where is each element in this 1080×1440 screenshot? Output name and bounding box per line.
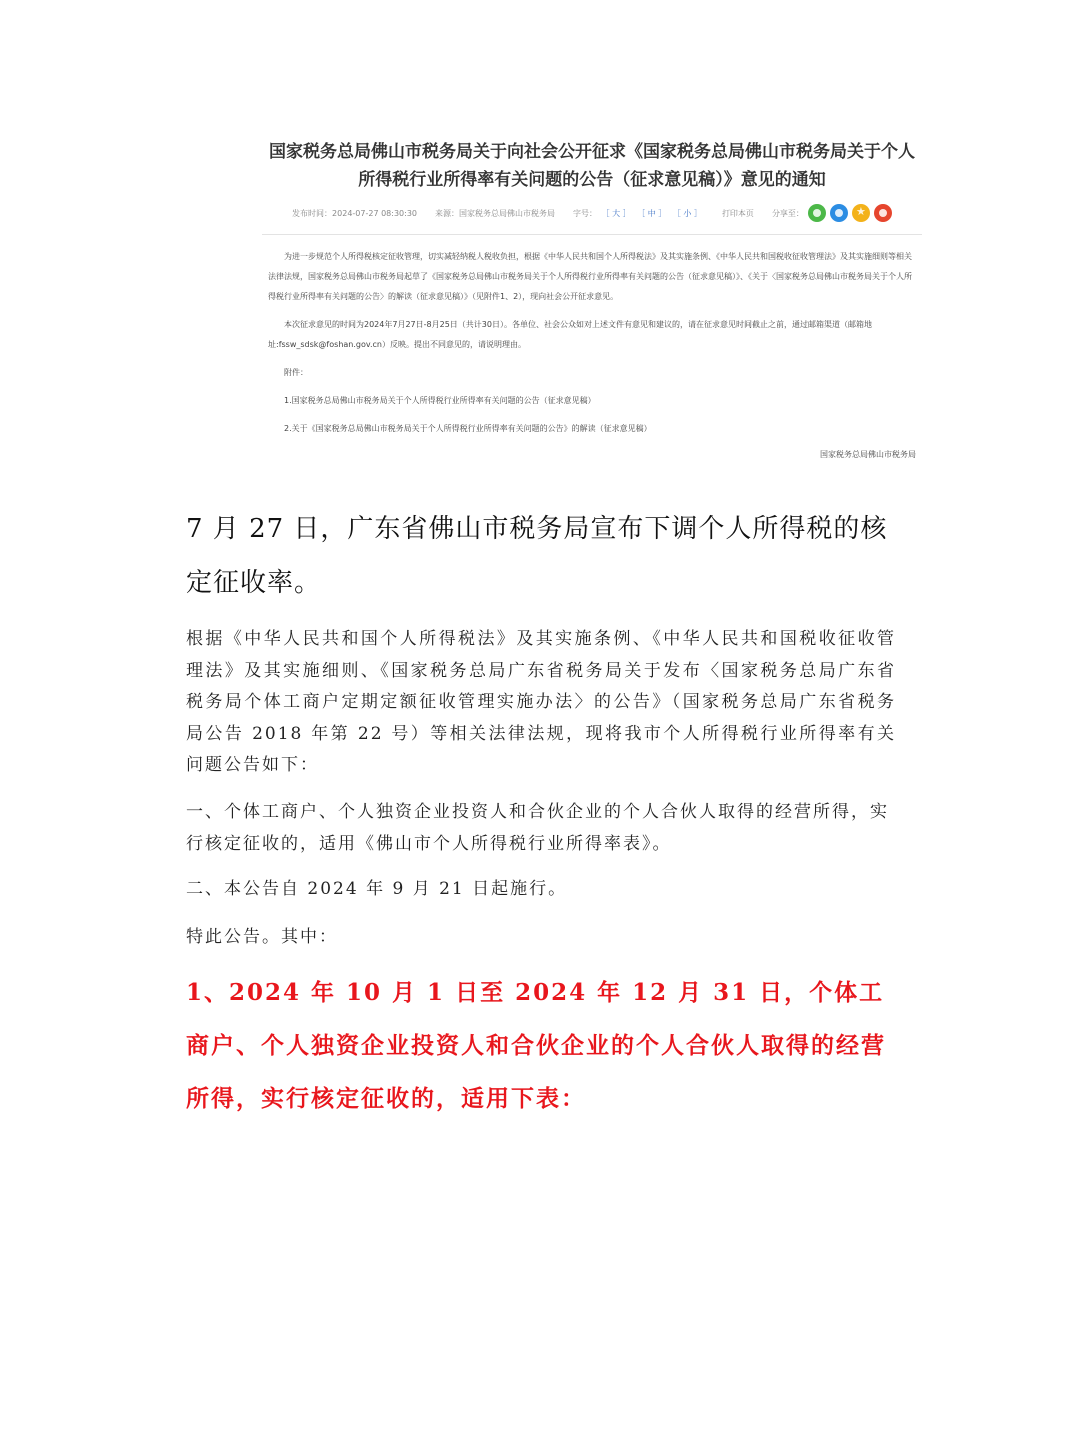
qq-icon[interactable] — [830, 204, 848, 222]
share-bar — [772, 204, 892, 222]
font-size-control — [573, 208, 704, 219]
notice-paragraph-2: 本次征求意见的时间为2024年7月27日-8月25日（共计30日）。各单位、社会公众如对上述文件有意见和建议的，请在征求意见时间截止之前，通过邮箱渠道（邮箱地址:fssw_sdsk@foshan.gov.cn）反映。提出不同意见的，请说明理由。 — [268, 320, 872, 349]
notice-screenshot — [262, 138, 922, 465]
article-headline: 7 月 27 日，广东省佛山市税务局宣布下调个人所得税的核定征收率。 — [186, 514, 888, 598]
notice-body — [262, 234, 922, 465]
source: 来源：国家税务总局佛山市税务局 — [435, 208, 556, 218]
article-paragraph-4: 特此公告。其中： — [186, 927, 338, 947]
article-paragraph-2: 一、个体工商户、个人独资企业投资人和合伙企业的个人合伙人取得的经营所得，实行核定征收的，适用《佛山市个人所得税行业所得率表》。 — [186, 802, 889, 854]
wechat-icon[interactable] — [808, 204, 826, 222]
share-label: 分享至： — [771, 208, 804, 218]
article-paragraph-3: 二、本公告自 2024 年 9 月 21 日起施行。 — [186, 879, 568, 899]
weibo-icon[interactable] — [874, 204, 892, 222]
print-link[interactable]: 打印本页 — [721, 208, 754, 218]
font-size-label: 字号： — [573, 208, 598, 218]
font-size-medium-link[interactable]: ［ 中 ］ — [637, 208, 667, 218]
font-size-large-link[interactable]: ［ 大 ］ — [601, 208, 631, 218]
article-highlight: 1、2024 年 10 月 1 日至 2024 年 12 月 31 日，个体工商户、个人独资企业投资人和合伙企业的个人合伙人取得的经营所得，实行核定征收的，适用下表： — [186, 979, 886, 1112]
article-paragraph-1: 根据《中华人民共和国个人所得税法》及其实施条例、《中华人民共和国税收征收管理法》及其实施细则、《国家税务总局广东省税务局关于发布〈国家税务总局广东省税务局个体工商户定期定额征收管理实施办法〉的公告》（国家税务总局广东省税务局公告 2018 年第 22 号）等相关法律法规，现将我市个人所得税行业所得率有关问题公告如下： — [186, 629, 896, 775]
notice-title: 国家税务总局佛山市税务局关于向社会公开征求《国家税务总局佛山市税务局关于个人所得税行业所得率有关问题的公告（征求意见稿）》意见的通知 — [269, 142, 915, 190]
attachment-link-2[interactable]: 2.关于《国家税务总局佛山市税务局关于个人所得税行业所得率有关问题的公告》的解读（征求意见稿） — [284, 424, 652, 433]
attachments-label: 附件： — [284, 368, 308, 377]
notice-meta — [262, 204, 922, 222]
publish-time: 发布时间：2024-07-27 08:30:30 — [292, 208, 418, 218]
font-size-small-link[interactable]: ［ 小 ］ — [672, 208, 702, 218]
notice-paragraph-1: 为进一步规范个人所得税核定征收管理，切实减轻纳税人税收负担，根据《中华人民共和国个人所得税法》及其实施条例、《中华人民共和国税收征收管理法》及其实施细则等相关法律法规，国家税务总局佛山市税务局起草了《国家税务总局佛山市税务局关于个人所得税行业所得率有关问题的公告（征求意见稿）》、《关于〈国家税务总局佛山市税务局关于个人所得税行业所得率有关问题的公告〉的解读（征求意见稿）》（见附件1、2），现向社会公开征求意见。 — [268, 252, 912, 301]
notice-signature: 国家税务总局佛山市税务局 — [820, 450, 916, 459]
attachment-link-1[interactable]: 1.国家税务总局佛山市税务局关于个人所得税行业所得率有关问题的公告（征求意见稿） — [284, 396, 596, 405]
qzone-icon[interactable] — [852, 204, 870, 222]
